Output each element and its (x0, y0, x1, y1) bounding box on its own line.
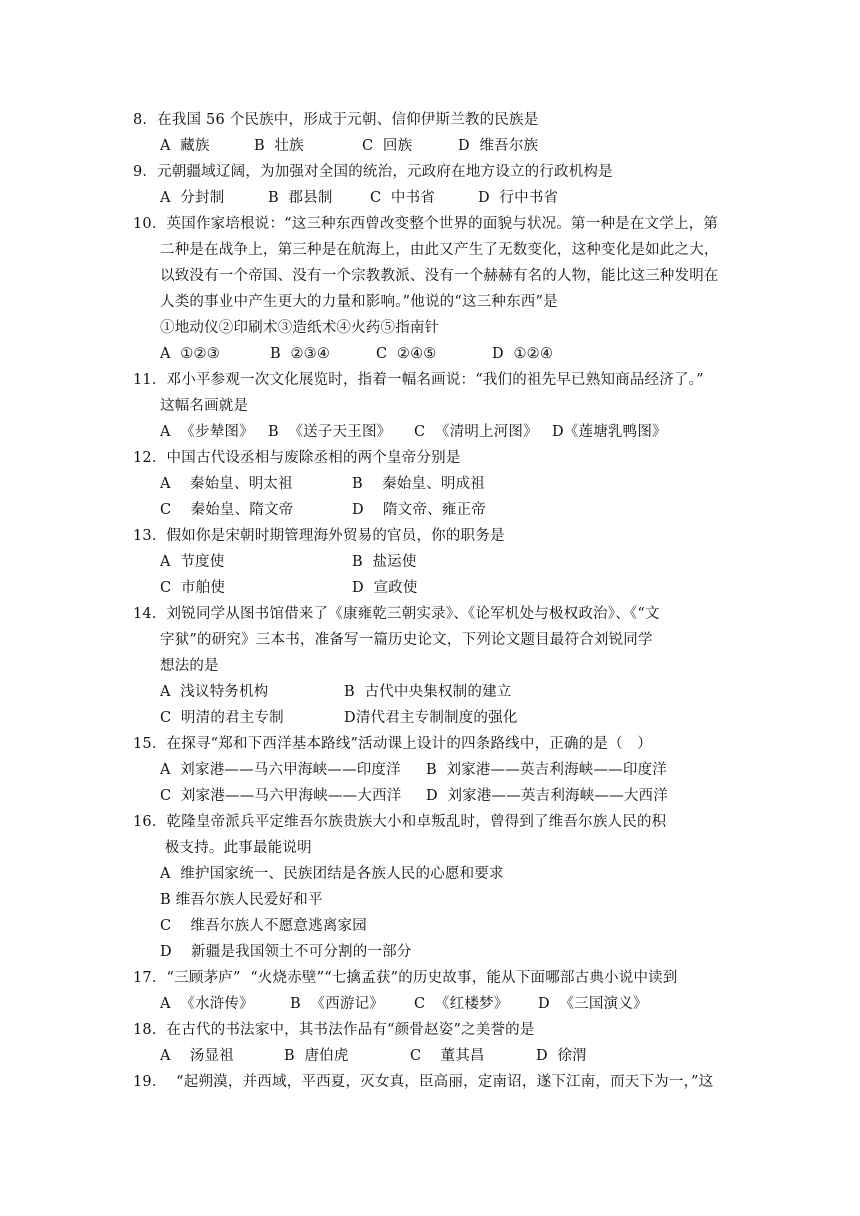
question-10-stem: 10．英国作家培根说：“这三种东西曾改变整个世界的面貌与状况。第一种是在文学上，第 (133, 216, 719, 232)
question-11-option-b: B 《送子天王图》 (268, 424, 392, 440)
question-11-stem: 11．邓小平参观一次文化展览时，指着一幅名画说：“我们的祖先早已熟知商品经济了。” (133, 372, 704, 388)
question-13-option-d: D 宣政使 (352, 580, 418, 596)
question-8-option-d: D 维吾尔族 (458, 138, 539, 154)
question-16-stem: 16．乾隆皇帝派兵平定维吾尔族贵族大小和卓叛乱时，曾得到了维吾尔族人民的积 (133, 814, 667, 830)
question-10-stem-line: 人类的事业中产生更大的力量和影响。”他说的“这三种东西”是 (160, 294, 558, 310)
question-14-stem-line: 字狱”的研究》三本书，准备写一篇历史论文，下列论文题目最符合刘锐同学 (160, 632, 653, 648)
question-14-option-b: B 古代中央集权制的建立 (344, 684, 512, 700)
question-12-option-a: A 秦始皇、明太祖 (160, 476, 293, 492)
question-18-option-c: C 董其昌 (410, 1048, 485, 1064)
question-15-option-b: B 刘家港——英吉利海峡——印度洋 (426, 762, 667, 778)
question-13-stem: 13．假如你是宋朝时期管理海外贸易的官员，你的职务是 (133, 528, 505, 544)
question-16-option-a: A 维护国家统一、民族团结是各族人民的心愿和要求 (160, 866, 504, 882)
question-9-option-b: B 郡县制 (268, 190, 333, 206)
question-13-option-b: B 盐运使 (352, 554, 417, 570)
question-8-option-c: C 回族 (362, 138, 413, 154)
question-14-stem-line: 想法的是 (160, 658, 219, 674)
question-19-stem: 19． “起朔漠，并西域，平西夏，灭女真，臣高丽，定南诏，遂下江南，而天下为一，”这 (133, 1074, 714, 1090)
question-17-stem: 17．“三顾茅庐” “火烧赤壁”“七擒孟获”的历史故事，能从下面哪部古典小说中读到 (133, 970, 678, 986)
question-16-stem-line: 极支持。此事最能说明 (160, 840, 312, 856)
question-9-stem: 9．元朝疆域辽阔，为加强对全国的统治，元政府在地方设立的行政机构是 (133, 164, 613, 180)
question-8-stem: 8．在我国 56 个民族中，形成于元朝、信仰伊斯兰教的民族是 (133, 112, 539, 128)
question-15-stem: 15．在探寻“郑和下西洋基本路线”活动课上设计的四条路线中，正确的是（ ） (133, 736, 652, 752)
question-13-option-c: C 市舶使 (160, 580, 226, 596)
question-15-option-d: D 刘家港——英吉利海峡——大西洋 (426, 788, 668, 804)
question-10-stem-line: 二种是在战争上，第三种是在航海上，由此又产生了无数变化，这种变化是如此之大， (160, 242, 719, 258)
question-18-option-b: B 唐伯虎 (284, 1048, 349, 1064)
question-10-items: ①地动仪②印刷术③造纸术④火药⑤指南针 (160, 320, 440, 336)
question-11-option-c: C 《清明上河图》 (414, 424, 538, 440)
question-18-stem: 18．在古代的书法家中，其书法作品有“颜骨赵姿”之美誉的是 (133, 1022, 535, 1038)
question-16-option-d: D 新疆是我国领土不可分割的一部分 (160, 944, 412, 960)
question-17-option-a: A 《水浒传》 (160, 996, 254, 1012)
question-9-option-c: C 中书省 (370, 190, 436, 206)
question-10-option-b: B ②③④ (270, 346, 331, 362)
question-12-option-c: C 秦始皇、隋文帝 (160, 502, 294, 518)
question-17-option-b: B 《西游记》 (290, 996, 384, 1012)
question-13-option-a: A 节度使 (160, 554, 225, 570)
question-15-option-c: C 刘家港——马六甲海峡——大西洋 (160, 788, 402, 804)
question-17-option-c: C 《红楼梦》 (414, 996, 509, 1012)
question-10-option-a: A ①②③ (160, 346, 220, 362)
question-9-option-d: D 行中书省 (478, 190, 559, 206)
question-14-option-d: D清代君主专制制度的强化 (344, 710, 518, 726)
question-11-option-d: D《莲塘乳鸭图》 (552, 424, 667, 440)
question-9-option-a: A 分封制 (160, 190, 225, 206)
question-16-option-b: B 维吾尔族人民爱好和平 (160, 892, 323, 908)
question-11-option-a: A 《步辇图》 (160, 424, 254, 440)
question-10-stem-line: 以致没有一个帝国、没有一个宗教教派、没有一个赫赫有名的人物，能比这三种发明在 (160, 268, 719, 284)
question-11-stem-line: 这幅名画就是 (160, 398, 249, 414)
question-17-option-d: D 《三国演义》 (538, 996, 648, 1012)
question-10-option-c: C ②④⑤ (376, 346, 437, 362)
question-12-option-b: B 秦始皇、明成祖 (352, 476, 485, 492)
question-12-option-d: D 隋文帝、雍正帝 (352, 502, 486, 518)
question-14-stem: 14．刘锐同学从图书馆借来了《康雍乾三朝实录》、《论军机处与极权政治》、《“文 (133, 606, 660, 622)
question-8-option-b: B 壮族 (254, 138, 304, 154)
question-18-option-a: A 汤显祖 (160, 1048, 235, 1064)
question-18-option-d: D 徐渭 (536, 1048, 587, 1064)
question-12-stem: 12．中国古代设丞相与废除丞相的两个皇帝分别是 (133, 450, 461, 466)
question-16-option-c: C 维吾尔族人不愿意逃离家园 (160, 918, 367, 934)
question-8-option-a: A 藏族 (160, 138, 210, 154)
question-10-option-d: D ①②④ (492, 346, 554, 362)
question-14-option-c: C 明清的君主专制 (160, 710, 284, 726)
question-15-option-a: A 刘家港——马六甲海峡——印度洋 (160, 762, 401, 778)
question-14-option-a: A 浅议特务机构 (160, 684, 269, 700)
